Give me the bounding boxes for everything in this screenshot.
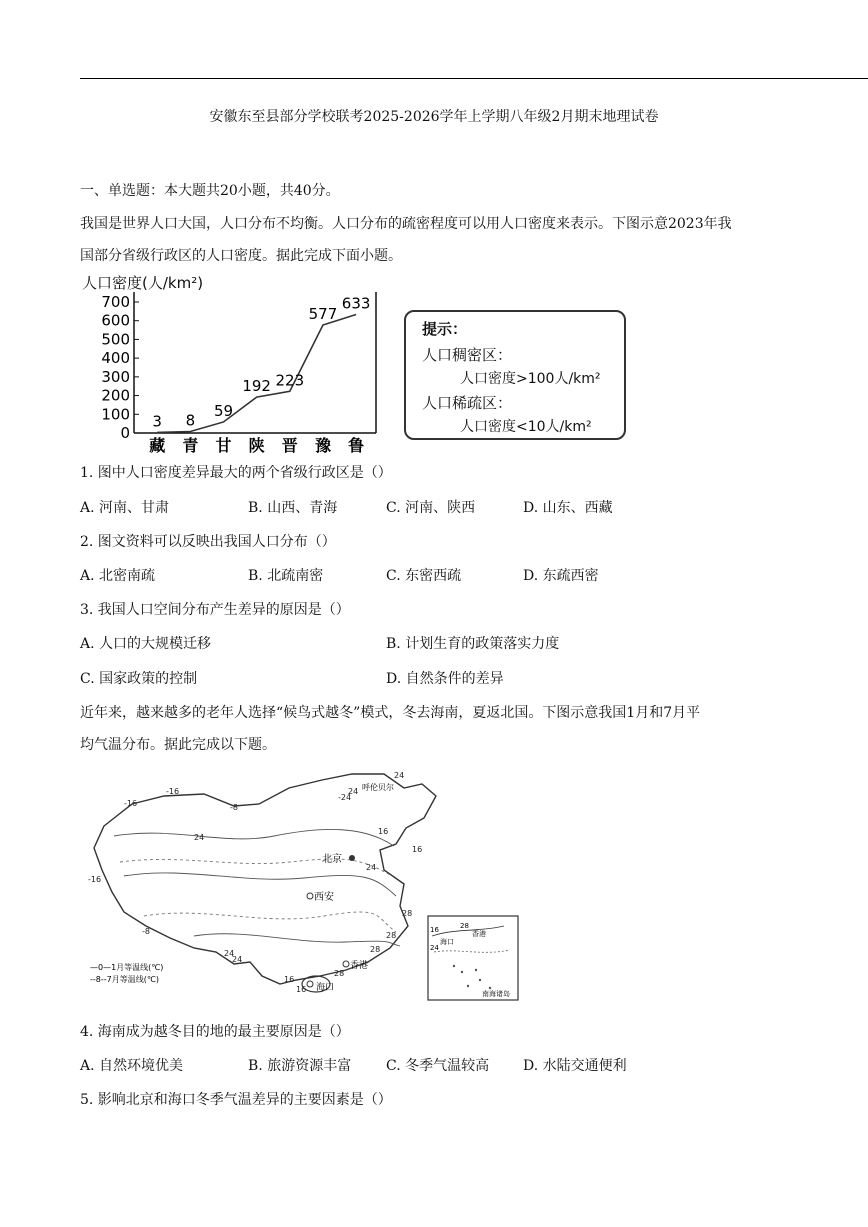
inset-isotherm-label: 24 [430,944,439,952]
isotherm-jul-1 [120,859,392,876]
inset-city-hongkong: 香港 [472,930,486,938]
isotherm-label: 24 [232,955,243,964]
isotherm-label: 24 [394,771,405,780]
data-label: 633 [341,294,371,313]
intro2-line1: 近年来，越来越多的老年人选择“候鸟式越冬”模式，冬去海南，夏返北国。下图示意我国1月和7月平 [80,705,701,721]
q1-option-a[interactable]: A. 河南、甘肃 [80,500,170,516]
isotherm-label: 16 [378,827,389,836]
isotherm-label: -16 [124,799,138,808]
y-tick-label: 200 [101,386,130,405]
hint-sparse-label: 人口稀疏区： [422,394,513,412]
isotherm-jul-2 [144,912,396,932]
haikou-marker [307,981,313,987]
inset-isotherm-label: 16 [430,926,439,934]
isotherm-label: 24 [348,787,359,796]
x-tick-label: 鲁 [348,436,365,455]
south-sea-inset [428,916,518,1000]
section-heading: 一、单选题：本大题共20小题，共40分。 [80,183,340,199]
q3-option-b[interactable]: B. 计划生育的政策落实力度 [386,636,560,652]
q2-stem: 2. 图文资料可以反映出我国人口分布（） [80,534,336,550]
exam-title: 安徽东至县部分学校联考2025-2026学年上学期八年级2月期末地理试卷 [209,109,659,125]
q2-option-a[interactable]: A. 北密南疏 [80,568,156,584]
hongkong-marker [343,961,349,967]
isotherm-label: -16 [88,875,102,884]
isotherm-label: -24 [338,793,352,802]
city-xian: 西安 [314,892,334,903]
city-hongkong: 香港 [350,961,369,971]
isotherm-label: 16 [296,985,307,994]
city-haikou: 海口 [316,983,335,993]
inset-city-haikou: 海口 [440,938,454,946]
q1-option-c[interactable]: C. 河南、陕西 [386,500,476,516]
y-tick-label: 300 [101,367,130,386]
isotherm-label: 16 [412,845,423,854]
y-tick-label: 600 [101,311,130,330]
q1-option-b[interactable]: B. 山西、青海 [248,500,338,516]
q4-option-a[interactable]: A. 自然环境优美 [80,1058,184,1074]
q3-option-d[interactable]: D. 自然条件的差异 [386,671,504,687]
isotherm-label: 24 [194,833,205,842]
x-tick-label: 豫 [314,436,331,455]
q3-stem: 3. 我国人口空间分布产生差异的原因是（） [80,602,350,618]
q2-option-b[interactable]: B. 北疏南密 [248,568,324,584]
isotherm-jan-1 [114,829,394,846]
hint-dense-rule: 人口密度>100人/km² [460,371,601,387]
data-label: 8 [185,411,196,430]
q4-stem: 4. 海南成为越冬目的地的最主要原因是（） [80,1024,350,1040]
hint-title: 提示： [422,320,468,338]
q5-stem: 5. 影响北京和海口冬季气温差异的主要因素是（） [80,1092,392,1108]
temperature-map [84,766,524,1002]
hint-dense-label: 人口稠密区： [422,346,513,364]
intro2-line2: 均气温分布。据此完成以下题。 [80,737,276,753]
x-tick-label: 晋 [281,436,298,455]
intro1-line2: 国部分省级行政区的人口密度。据此完成下面小题。 [80,248,402,264]
y-axis-label: 人口密度(人/km²) [82,274,204,292]
isotherm-label: -8 [142,927,150,936]
y-tick-label: 500 [101,330,130,349]
isotherm-label: 28 [386,931,397,940]
hint-box [404,310,626,440]
data-label: 3 [152,412,162,431]
population-density-chart [78,270,398,456]
isotherm-label: 24 [224,949,235,958]
q4-option-d[interactable]: D. 水陆交通便利 [523,1058,627,1074]
isotherm-label: 28 [334,969,345,978]
inset-label: 南海诸岛 [482,990,510,998]
x-tick-label: 青 [182,436,199,455]
isotherm-label: -16 [166,787,180,796]
intro1-line1: 我国是世界人口大国，人口分布不均衡。人口分布的疏密程度可以用人口密度来表示。下图示意2023年我 [80,216,732,232]
q2-option-c[interactable]: C. 东密西疏 [386,568,462,584]
isotherm-label: 28 [370,945,381,954]
y-tick-label: 100 [101,405,130,424]
y-tick-label: 700 [101,293,130,311]
y-tick-label: 0 [120,424,130,442]
legend-january: —0—1月等温线(℃) [90,963,164,972]
hint-sparse-rule: 人口密度<10人/km² [460,419,592,435]
header-rule [80,78,868,79]
city-hulunbuir: 呼伦贝尔 [362,783,394,792]
q2-option-d[interactable]: D. 东疏西密 [523,568,599,584]
q4-option-b[interactable]: B. 旅游资源丰富 [248,1058,352,1074]
q4-option-c[interactable]: C. 冬季气温较高 [386,1058,490,1074]
data-label: 223 [275,371,305,390]
inset-isotherm-label: 28 [460,922,469,930]
isotherm-label: -8 [230,803,238,812]
isotherm-jan-2 [124,873,396,896]
q1-option-d[interactable]: D. 山东、西藏 [523,500,613,516]
q3-option-a[interactable]: A. 人口的大规模迁移 [80,636,212,652]
x-tick-label: 陕 [248,436,265,455]
isotherm-label: 16 [284,975,295,984]
q1-stem: 1. 图中人口密度差异最大的两个省级行政区是（） [80,465,392,481]
y-tick-label: 400 [101,349,130,368]
data-label: 577 [308,305,338,324]
legend-july: --8--7月等温线(℃) [90,975,159,984]
data-label: 192 [242,377,271,396]
data-label: 59 [213,401,234,420]
x-tick-label: 藏 [149,436,166,455]
q3-option-c[interactable]: C. 国家政策的控制 [80,671,198,687]
isotherm-label: 24 [366,863,377,872]
beijing-marker [349,855,355,861]
city-beijing: 北京 [322,854,342,865]
xian-marker [307,893,313,899]
isotherm-label: 28 [402,909,413,918]
x-tick-label: 甘 [215,436,232,455]
